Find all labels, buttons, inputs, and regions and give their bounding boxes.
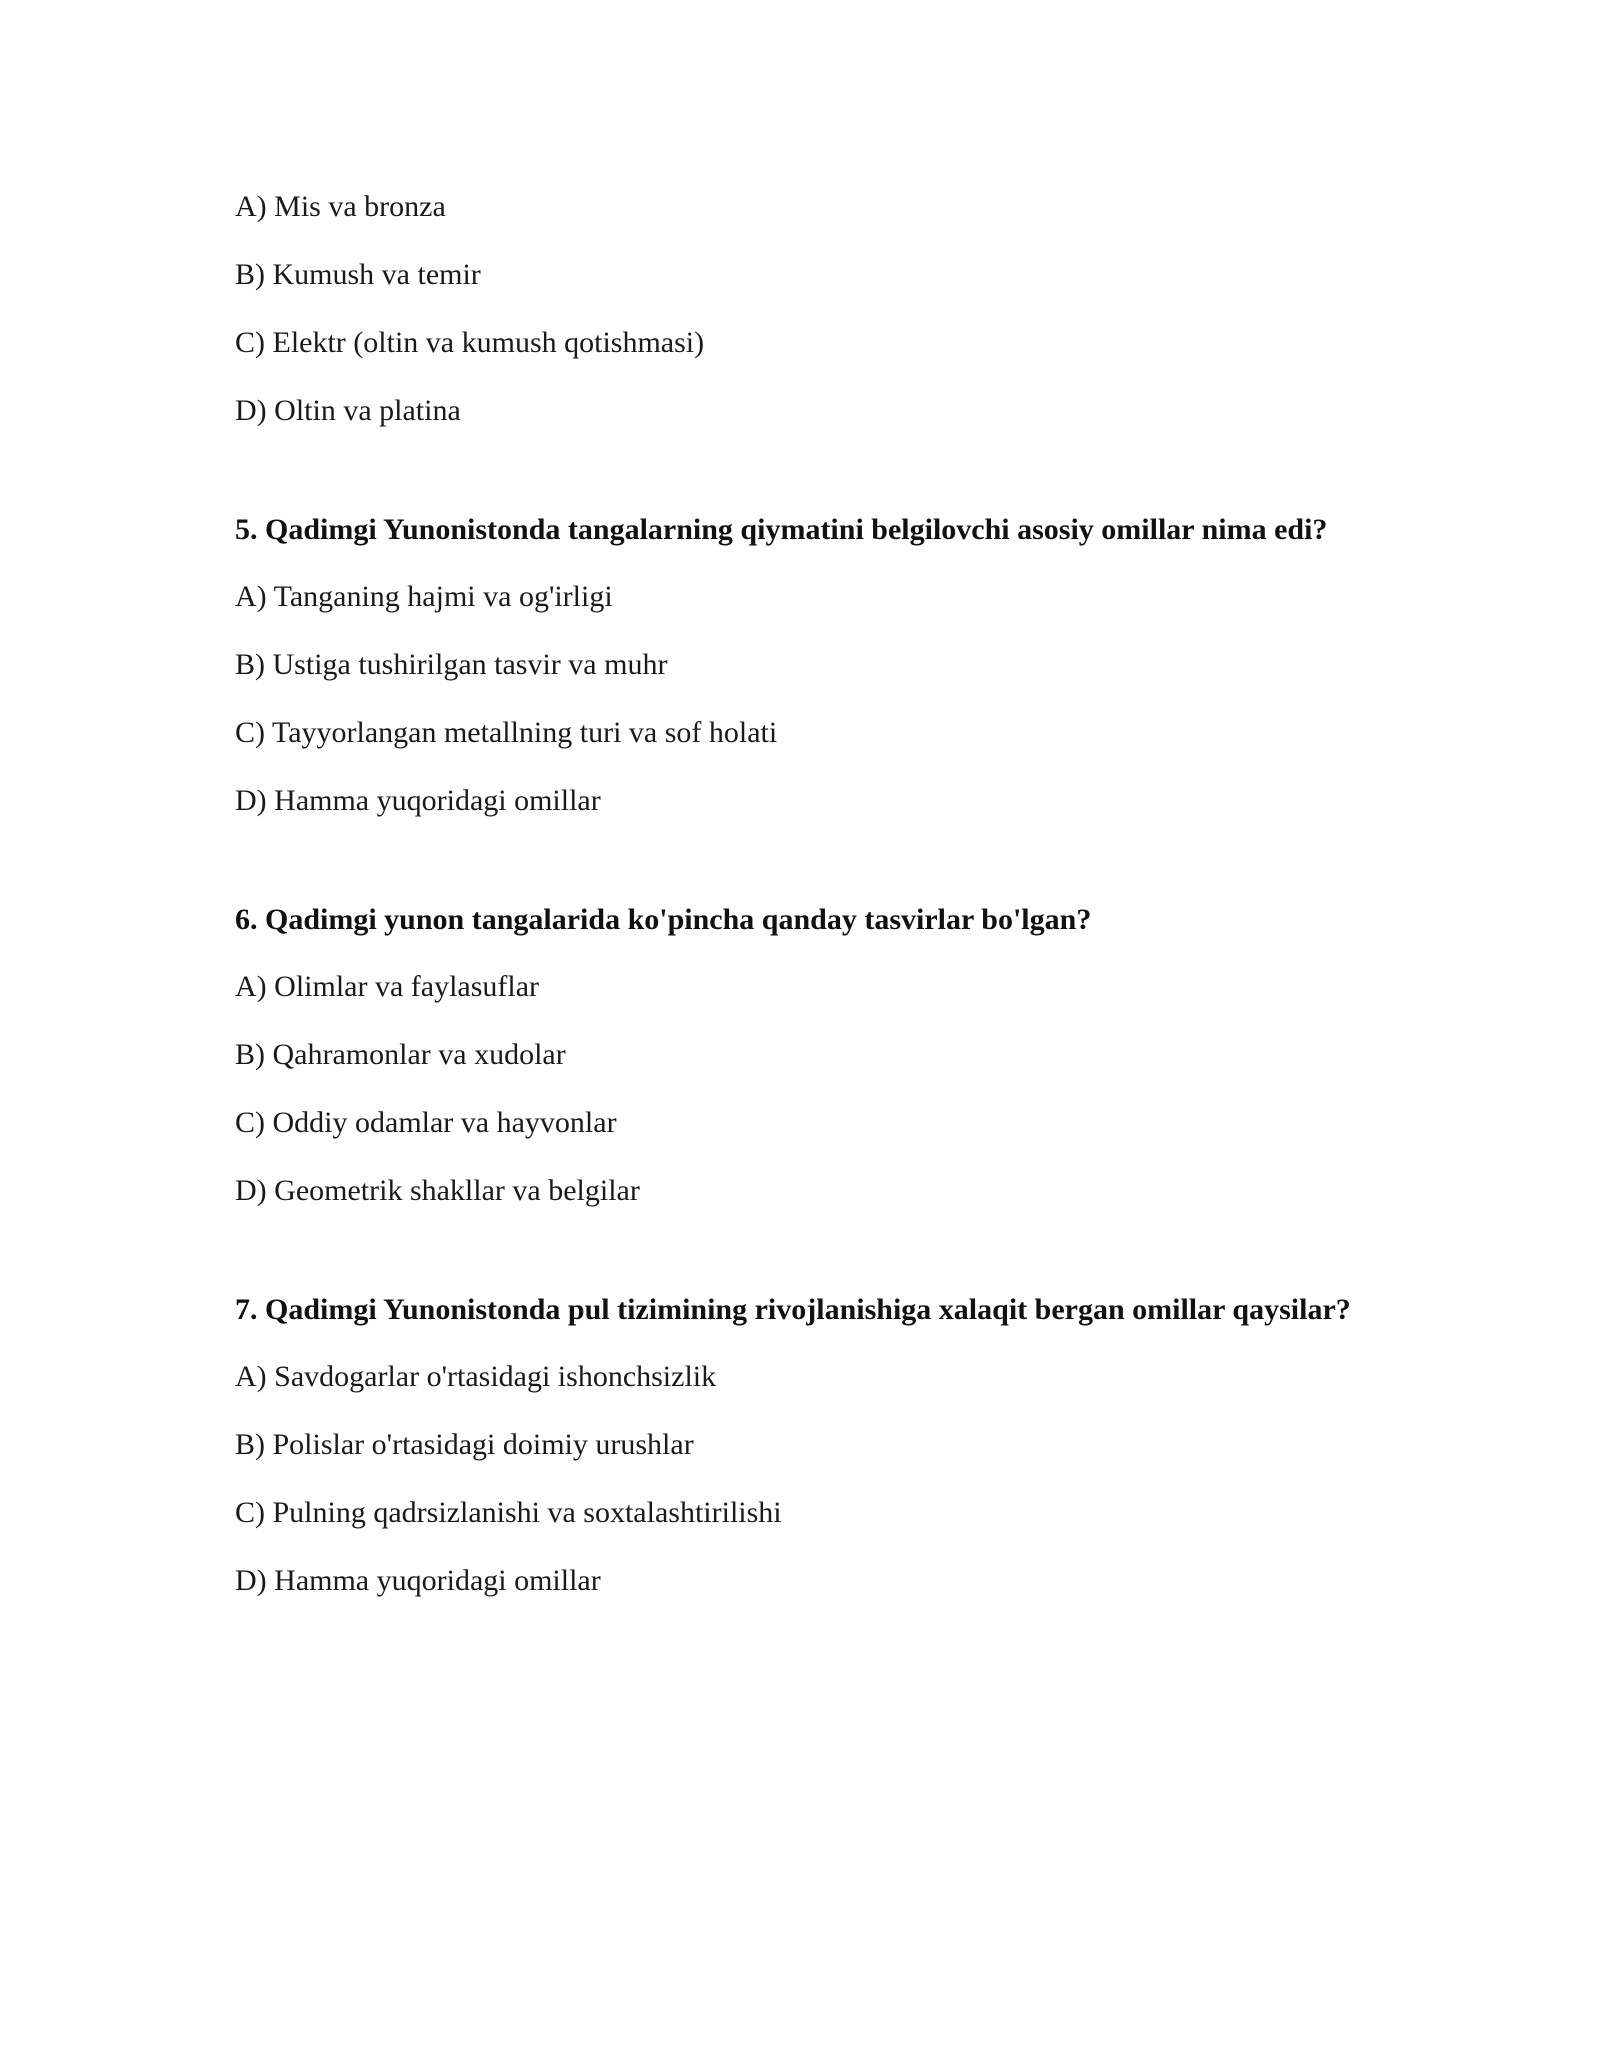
option-b: B) Qahramonlar va xudolar <box>235 1038 566 1071</box>
question-7 <box>235 1289 1365 1601</box>
option-d: D) Oltin va platina <box>235 394 461 427</box>
option-d: D) Geometrik shakllar va belgilar <box>235 1174 640 1207</box>
question-text: 7. Qadimgi Yunonistonda pul tizimining rivojlanishiga xalaqit bergan omillar qaysilar? <box>235 1293 1351 1326</box>
option-d: D) Hamma yuqoridagi omillar <box>235 1564 601 1597</box>
question-6 <box>235 899 1365 1211</box>
question-4-options <box>235 187 1365 431</box>
option-b: B) Ustiga tushirilgan tasvir va muhr <box>235 648 668 681</box>
option-d: D) Hamma yuqoridagi omillar <box>235 784 601 817</box>
option-c: C) Tayyorlangan metallning turi va sof holati <box>235 716 778 749</box>
option-a: A) Mis va bronza <box>235 190 446 223</box>
option-c: C) Oddiy odamlar va hayvonlar <box>235 1106 617 1139</box>
option-c: C) Elektr (oltin va kumush qotishmasi) <box>235 326 705 359</box>
question-text: 6. Qadimgi yunon tangalarida ko'pincha qanday tasvirlar bo'lgan? <box>235 903 1092 936</box>
option-a: A) Tanganing hajmi va og'irligi <box>235 580 613 613</box>
option-b: B) Polislar o'rtasidagi doimiy urushlar <box>235 1428 694 1461</box>
question-text: 5. Qadimgi Yunonistonda tangalarning qiymatini belgilovchi asosiy omillar nima edi? <box>235 513 1328 546</box>
option-b: B) Kumush va temir <box>235 258 481 291</box>
option-a: A) Savdogarlar o'rtasidagi ishonchsizlik <box>235 1360 717 1393</box>
option-a: A) Olimlar va faylasuflar <box>235 970 540 1003</box>
option-c: C) Pulning qadrsizlanishi va soxtalashtirilishi <box>235 1496 782 1529</box>
question-5 <box>235 509 1365 821</box>
document-page <box>235 187 1365 1629</box>
